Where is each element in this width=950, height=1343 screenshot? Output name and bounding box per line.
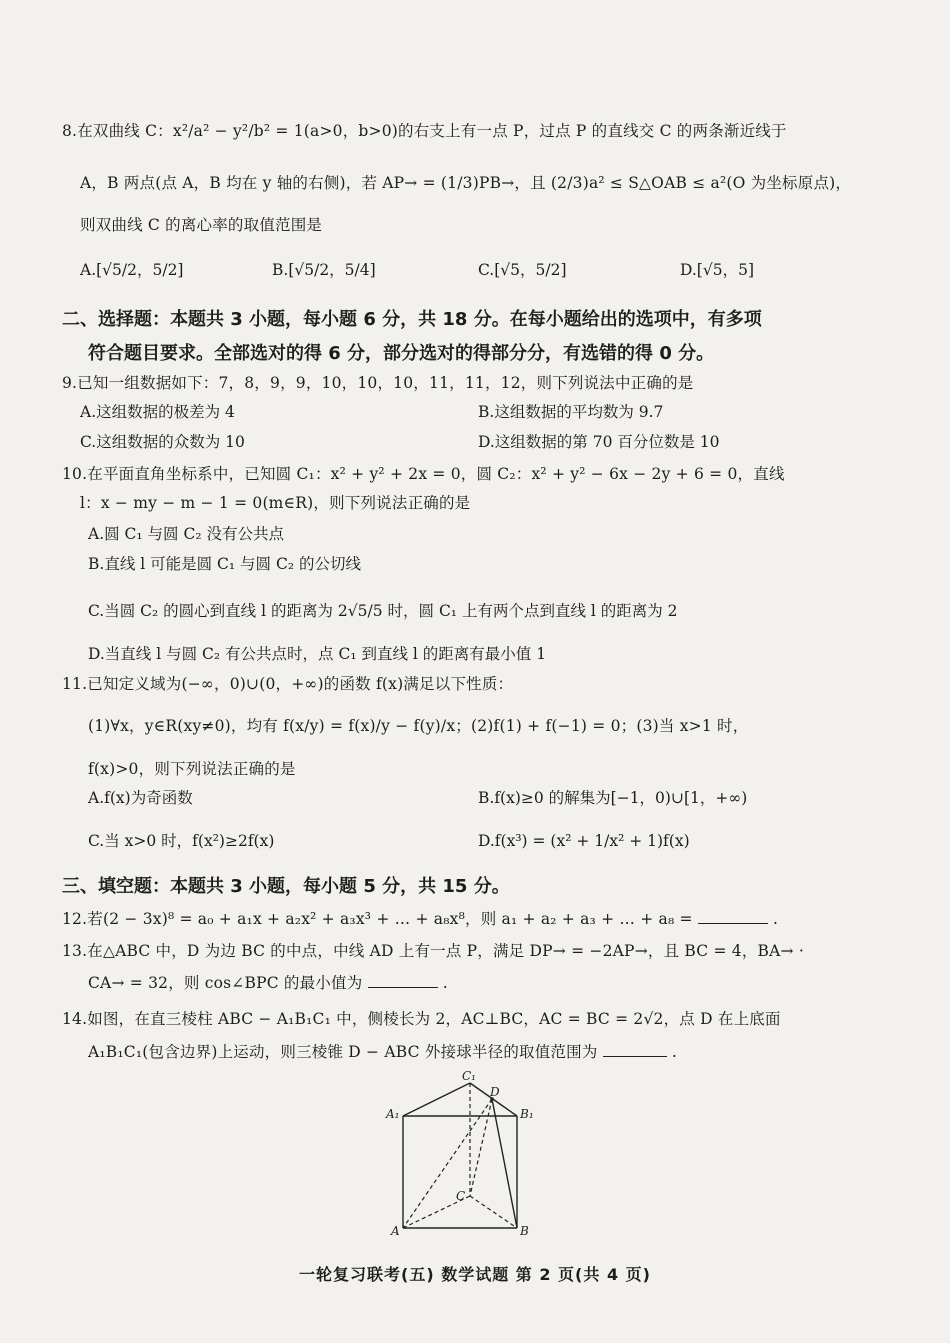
q11-option-b: B.f(x)≥0 的解集为[−1，0)∪[1，+∞) [478,789,748,807]
q12-line [62,908,778,930]
edge-c-b [470,1196,517,1228]
q10-option-a: A.圆 C₁ 与圆 C₂ 没有公共点 [88,525,284,543]
q8-line3: 则双曲线 C 的离心率的取值范围是 [80,216,323,234]
q14-line2-wrap [88,1041,677,1063]
q9-option-c: C.这组数据的众数为 10 [80,433,245,451]
page-footer: 一轮复习联考(五) 数学试题 第 2 页(共 4 页) [299,1265,651,1284]
q10-line1: 10.在平面直角坐标系中，已知圆 C₁：x² + y² + 2x = 0，圆 C₂：x² + y² − 6x − 2y + 6 = 0，直线 [62,465,785,483]
q9-option-b: B.这组数据的平均数为 9.7 [478,403,664,421]
q12-text: 12.若(2 − 3x)⁸ = a₀ + a₁x + a₂x² + a₃x³ + … + a₈x⁸，则 a₁ + a₂ + a₃ + … + a₈ = [62,910,693,928]
label-b1: B₁ [520,1107,534,1121]
q8-option-b: B.[√5/2，5/4] [272,261,376,279]
q10-option-c: C.当圆 C₂ 的圆心到直线 l 的距离为 2√5/5 时，圆 C₁ 上有两个点到直线 l 的距离为 2 [88,602,678,620]
q8-option-d: D.[√5，5] [680,261,754,279]
q8-line1: 8.在双曲线 C：x²/a² − y²/b² = 1(a>0，b>0)的右支上有一点 P，过点 P 的直线交 C 的两条渐近线于 [62,122,787,140]
q12-answer-blank[interactable] [698,909,768,924]
q11-option-c: C.当 x>0 时，f(x²)≥2f(x) [88,832,275,850]
q12-end: . [773,910,779,928]
q8-option-c: C.[√5，5/2] [478,261,567,279]
label-d: D [490,1085,500,1099]
q10-option-d: D.当直线 l 与圆 C₂ 有公共点时，点 C₁ 到直线 l 的距离有最小值 1 [88,645,547,663]
q13-end: . [442,974,448,992]
q13-line2-wrap [88,972,448,994]
edge-a1-c1 [403,1083,470,1116]
edge-d-a [403,1099,492,1228]
q14-end: . [671,1043,677,1061]
q13-line1: 13.在△ABC 中，D 为边 BC 的中点，中线 AD 上有一点 P，满足 DP→ = −2AP→，且 BC = 4，BA→ · [62,942,804,960]
q14-line2: A₁B₁C₁(包含边界)上运动，则三棱锥 D − ABC 外接球半径的取值范围为 [88,1043,598,1061]
edge-d-c [470,1099,492,1196]
q10-line2: l：x − my − m − 1 = 0(m∈R)，则下列说法正确的是 [80,494,471,512]
q11-option-a: A.f(x)为奇函数 [88,789,193,807]
q10-option-b: B.直线 l 可能是圆 C₁ 与圆 C₂ 的公切线 [88,555,361,573]
q14-answer-blank[interactable] [603,1042,667,1057]
q11-line3: f(x)>0，则下列说法正确的是 [88,760,296,778]
edge-d-b [492,1099,517,1228]
q8-line2: A，B 两点(点 A，B 均在 y 轴的右侧)，若 AP→ = (1/3)PB→，且 (2/3)a² ≤ S△OAB ≤ a²(O 为坐标原点)， [80,174,852,192]
q13-line2: CA→ = 32，则 cos∠BPC 的最小值为 [88,974,363,992]
q9-option-a: A.这组数据的极差为 4 [80,403,235,421]
label-a: A [391,1224,400,1238]
label-a1: A₁ [386,1107,400,1121]
q11-option-d: D.f(x³) = (x² + 1/x² + 1)f(x) [478,832,690,850]
q9-stem: 9.已知一组数据如下：7，8，9，9，10，10，10，11，11，12，则下列说法中正确的是 [62,374,694,392]
q9-option-d: D.这组数据的第 70 百分位数是 10 [478,433,720,451]
section-2-instructions: 符合题目要求。全部选对的得 6 分，部分选对的得部分分，有选错的得 0 分。 [88,343,715,364]
prism-figure [370,1068,550,1243]
q13-answer-blank[interactable] [368,973,438,988]
q14-line1: 14.如图，在直三棱柱 ABC − A₁B₁C₁ 中，侧棱长为 2，AC⊥BC，AC = BC = 2√2，点 D 在上底面 [62,1010,781,1028]
q8-option-a: A.[√5/2，5/2] [80,261,184,279]
q11-line2: (1)∀x，y∈R(xy≠0)，均有 f(x/y) = f(x)/y − f(y)/x；(2)f(1) + f(−1) = 0；(3)当 x>1 时， [88,717,749,735]
section-2-title: 二、选择题：本题共 3 小题，每小题 6 分，共 18 分。在每小题给出的选项中，有多项 [62,309,762,330]
q11-line1: 11.已知定义域为(−∞，0)∪(0，+∞)的函数 f(x)满足以下性质： [62,675,514,693]
label-c1: C₁ [462,1069,476,1083]
label-c: C [456,1189,466,1203]
section-3-title: 三、填空题：本题共 3 小题，每小题 5 分，共 15 分。 [62,876,510,897]
label-b: B [520,1224,529,1238]
